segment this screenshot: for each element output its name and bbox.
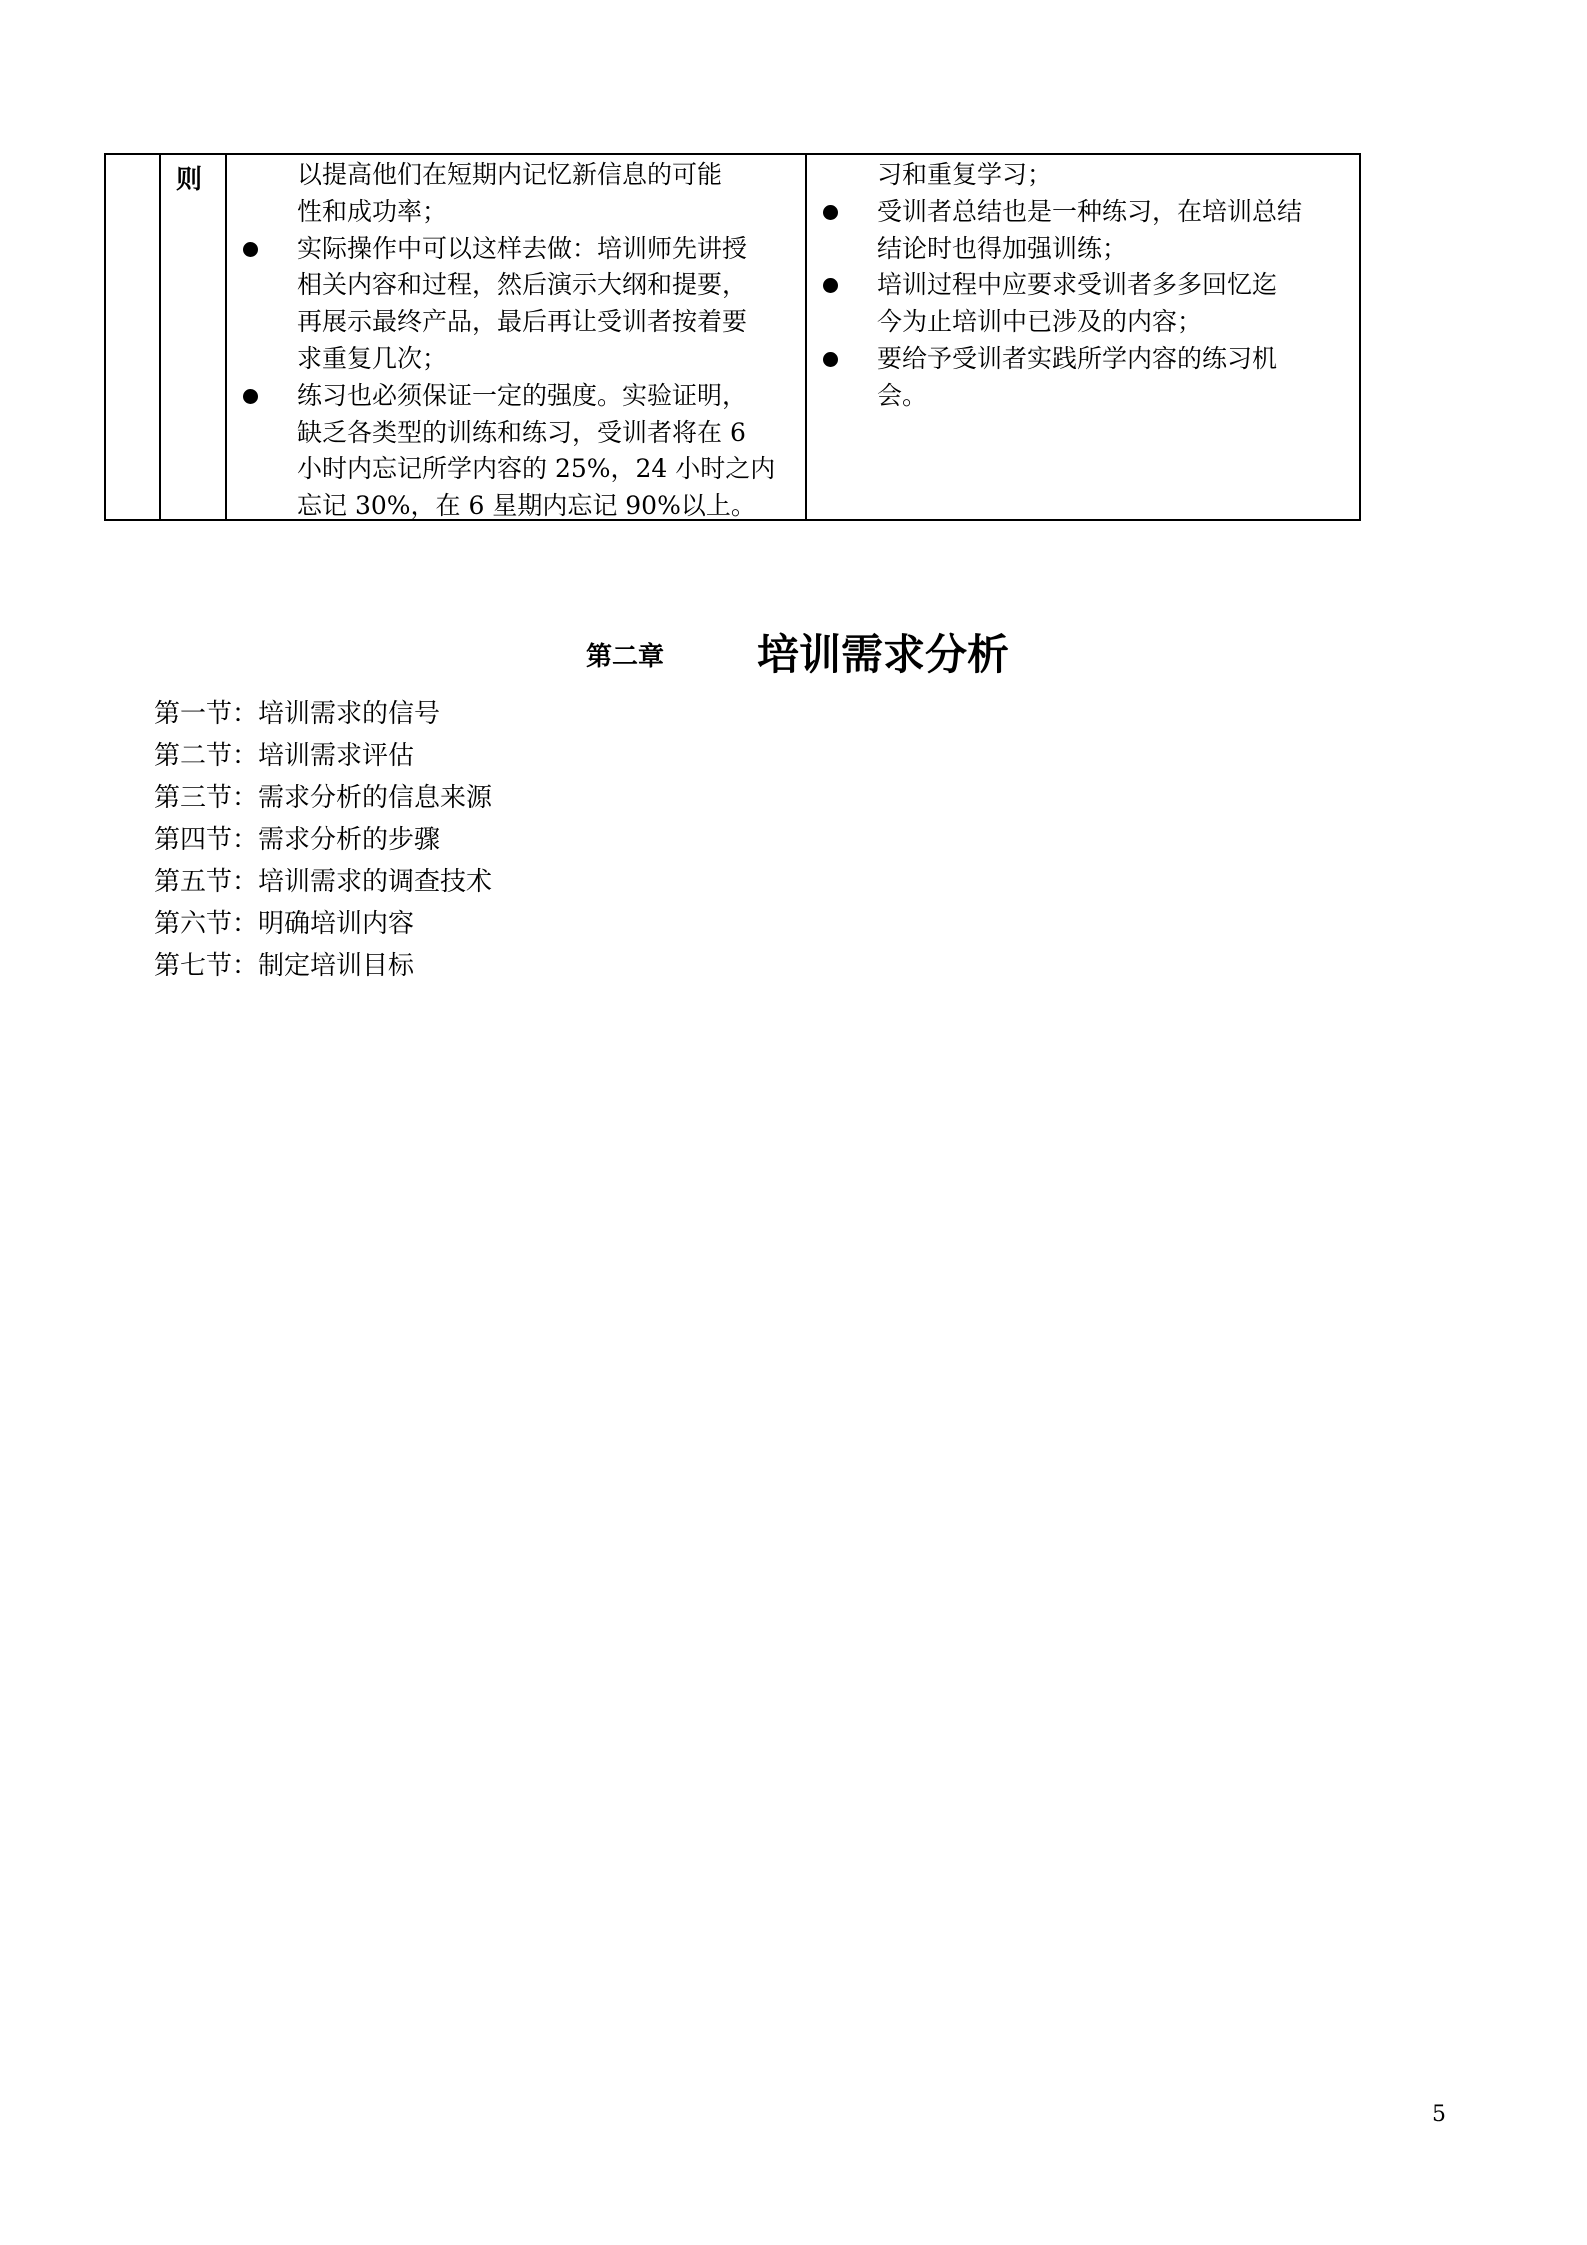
page-number: 5 — [1432, 2102, 1446, 2127]
cell-text-line: 要给予受训者实践所学内容的练习机 — [877, 344, 1278, 373]
cell-text-line: 忘记 30%，在 6 星期内忘记 90%以上。 — [297, 491, 756, 521]
toc-item: 第五节：培训需求的调查技术 — [154, 867, 493, 897]
bullet-icon — [823, 352, 838, 367]
bullet-icon — [823, 278, 838, 293]
toc-item: 第一节：培训需求的信号 — [154, 699, 441, 729]
row-label: 则 — [176, 165, 203, 195]
bullet-icon — [823, 205, 838, 220]
cell-text-line: 会。 — [877, 380, 928, 410]
table-divider — [159, 155, 161, 519]
cell-text-line: 结论时也得加强训练； — [877, 233, 1128, 263]
chapter-title: 培训需求分析 — [757, 630, 1010, 679]
cell-text-line: 受训者总结也是一种练习，在培训总结 — [877, 196, 1303, 226]
cell-text-line: 实际操作中可以这样去做：培训师先讲授 — [297, 233, 748, 263]
toc-item: 第三节：需求分析的信息来源 — [154, 783, 493, 813]
cell-text-line: 习和重复学习； — [877, 160, 1053, 189]
cell-text-line: 再展示最终产品，最后再让受训者按着要 — [297, 307, 748, 337]
cell-text-line: 求重复几次； — [297, 344, 448, 373]
table-divider — [805, 155, 807, 519]
cell-text-line: 今为止培训中已涉及的内容； — [877, 307, 1203, 337]
cell-text-line: 培训过程中应要求受训者多多回忆迄 — [877, 270, 1278, 300]
toc-item: 第六节：明确培训内容 — [154, 909, 415, 939]
bullet-icon — [243, 242, 258, 257]
toc-item: 第二节：培训需求评估 — [154, 741, 415, 771]
toc-item: 第四节：需求分析的步骤 — [154, 825, 441, 855]
toc-item: 第七节：制定培训目标 — [154, 951, 415, 981]
cell-text-line: 相关内容和过程，然后演示大纲和提要， — [297, 270, 748, 300]
table-divider — [225, 155, 227, 519]
cell-text-line: 以提高他们在短期内记忆新信息的可能 — [297, 160, 723, 189]
bullet-icon — [243, 389, 258, 404]
table-of-contents — [154, 693, 492, 987]
cell-text-line: 小时内忘记所学内容的 25%，24 小时之内 — [297, 454, 776, 484]
chapter-number: 第二章 — [586, 642, 665, 672]
cell-text-line: 性和成功率； — [297, 196, 448, 226]
cell-text-line: 缺乏各类型的训练和练习，受训者将在 6 — [297, 417, 746, 447]
content-table — [104, 153, 1361, 521]
cell-text-line: 练习也必须保证一定的强度。实验证明， — [297, 380, 748, 410]
